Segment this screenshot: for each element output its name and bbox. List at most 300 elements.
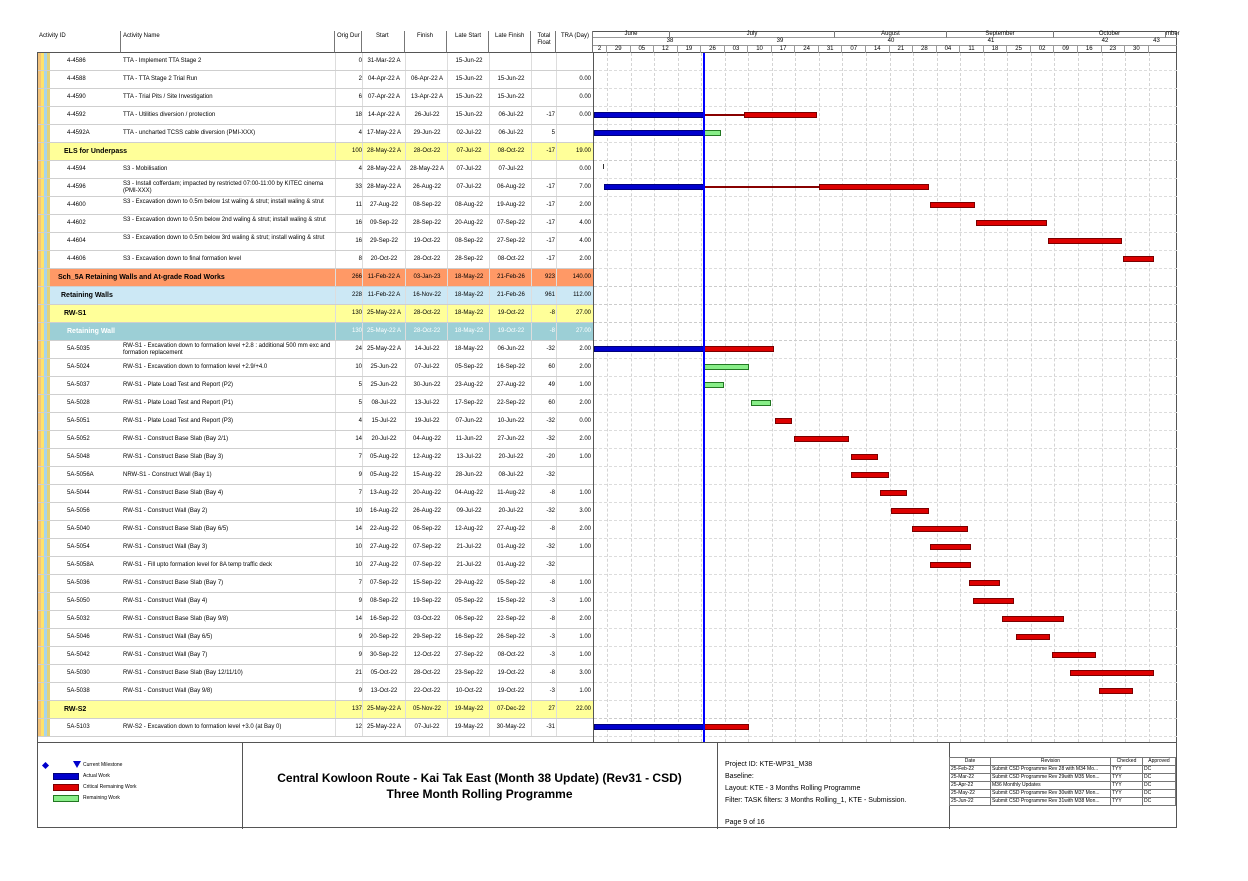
table-row[interactable] xyxy=(38,449,593,467)
gantt-row-sep xyxy=(594,448,1177,449)
col-header-total-float[interactable] xyxy=(531,31,556,53)
rev-checked: TYY xyxy=(1111,766,1143,774)
gantt-bar-crit[interactable] xyxy=(1048,238,1122,244)
gantt-link-line[interactable] xyxy=(704,186,819,188)
col-header-tra[interactable] xyxy=(556,31,593,53)
cell-tra: 1.00 xyxy=(556,575,591,592)
timeline-day: 04 xyxy=(937,45,961,53)
cell-dur: 9 xyxy=(335,647,362,664)
cell-start: 25-May-22 A xyxy=(362,341,405,358)
activity-name: S3 - Excavation down to final formation level xyxy=(123,256,242,262)
activity-id: 4-4590 xyxy=(67,94,86,100)
cell-finish: 12-Oct-22 xyxy=(405,647,448,664)
cell-lf: 21-Feb-26 xyxy=(489,269,532,286)
table-row[interactable] xyxy=(38,719,593,737)
cell-finish: 07-Sep-22 xyxy=(405,539,448,556)
gantt-row-sep xyxy=(594,664,1177,665)
cell-lf: 21-Feb-26 xyxy=(489,287,532,304)
cell-finish: 03-Oct-22 xyxy=(405,611,448,628)
cell-lf: 16-Sep-22 xyxy=(489,359,532,376)
cell-dur: 10 xyxy=(335,557,362,574)
cell-lf: 19-Oct-22 xyxy=(489,683,532,700)
table-row[interactable] xyxy=(38,593,593,611)
cell-dur: 130 xyxy=(335,323,362,340)
rev-date: 25-Mar-22 xyxy=(950,774,991,782)
gantt-bar-crit[interactable] xyxy=(912,526,968,532)
cell-dur: 21 xyxy=(335,665,362,682)
activity-name: S3 - Excavation down to 0.5m below 3rd waling & strut; install waling & strut xyxy=(123,235,325,241)
rev-approved: DC xyxy=(1143,766,1176,774)
table-row[interactable] xyxy=(38,341,593,359)
timeline-day: 10 xyxy=(748,45,772,53)
cell-tf: -32 xyxy=(531,539,555,556)
legend-remaining: Remaining Work xyxy=(83,795,120,801)
cell-ls: 07-Jun-22 xyxy=(447,413,490,430)
cell-start: 04-Apr-22 A xyxy=(362,71,405,88)
wbs-indent-bands xyxy=(38,413,52,430)
activity-name: RW-S1 - Construct Base Slab (Bay 7) xyxy=(123,580,224,586)
activity-id: 5A-5048 xyxy=(67,454,90,460)
cell-ls: 17-Sep-22 xyxy=(447,395,490,412)
timeline-month: September xyxy=(947,31,1054,38)
cell-tra xyxy=(556,719,591,736)
timeline-week: 43 xyxy=(1153,38,1160,44)
timeline-week: 39 xyxy=(776,38,784,44)
cell-lf: 27-Sep-22 xyxy=(489,233,532,250)
cell-finish: 28-Oct-22 xyxy=(405,251,448,268)
rev-col-approved: Approved xyxy=(1143,758,1176,766)
cell-tf: -17 xyxy=(531,107,555,124)
gantt-bar-crit[interactable] xyxy=(851,454,878,460)
activity-id: 5A-5036 xyxy=(67,580,90,586)
table-row[interactable] xyxy=(38,683,593,701)
gantt-row-sep xyxy=(594,106,1177,107)
cell-start: 11-Feb-22 A xyxy=(362,269,405,286)
cell-ls: 04-Aug-22 xyxy=(447,485,490,502)
activity-id: 5A-5044 xyxy=(67,490,90,496)
gantt-bar-crit[interactable] xyxy=(976,220,1047,226)
gantt-bar-crit[interactable] xyxy=(880,490,907,496)
gantt-bar-actual[interactable] xyxy=(594,112,704,118)
cell-start: 25-May-22 A xyxy=(362,323,405,340)
cell-dur: 11 xyxy=(335,197,362,214)
cell-tra: 4.00 xyxy=(556,233,591,250)
timeline-month: August xyxy=(835,31,947,38)
cell-lf: 06-Jun-22 xyxy=(489,341,532,358)
wbs-indent-bands xyxy=(38,575,52,592)
gantt-bar-rem[interactable] xyxy=(704,130,721,136)
cell-lf: 27-Jun-22 xyxy=(489,431,532,448)
cell-start: 28-May-22 A xyxy=(362,179,405,196)
activity-id: 5A-5024 xyxy=(67,364,90,370)
cell-ls: 13-Jul-22 xyxy=(447,449,490,466)
cell-finish: 06-Apr-22 A xyxy=(405,71,448,88)
table-row[interactable] xyxy=(38,503,593,521)
cell-lf: 19-Oct-22 xyxy=(489,305,532,322)
cell-lf: 22-Sep-22 xyxy=(489,611,532,628)
cell-start: 15-Jul-22 xyxy=(362,413,405,430)
col-header-finish[interactable] xyxy=(405,31,447,53)
wbs-name: Retaining Walls xyxy=(61,292,113,299)
cell-lf: 20-Jul-22 xyxy=(489,449,532,466)
wbs-indent-bands xyxy=(38,53,52,70)
rev-desc: Submit CSD Programme Rev 28 with M34 Mo... xyxy=(991,766,1111,774)
gantt-row-sep xyxy=(594,556,1177,557)
col-header-activity-name[interactable] xyxy=(121,31,335,53)
cell-tra xyxy=(556,557,591,574)
rev-checked: TYY xyxy=(1111,774,1143,782)
table-row[interactable] xyxy=(38,377,593,395)
activity-id: 5A-5038 xyxy=(67,688,90,694)
wbs-group-row[interactable] xyxy=(38,305,593,323)
cell-dur: 18 xyxy=(335,107,362,124)
wbs-indent-bands xyxy=(38,305,52,322)
cell-start: 14-Apr-22 A xyxy=(362,107,405,124)
activity-name: RW-S1 - Plate Load Test and Report (P2) xyxy=(123,382,234,388)
gantt-row-sep xyxy=(594,466,1177,467)
activity-id: 5A-5103 xyxy=(67,724,90,730)
gantt-row-sep xyxy=(594,484,1177,485)
gantt-bar-crit[interactable] xyxy=(775,418,792,424)
wbs-indent-bands xyxy=(38,377,52,394)
wbs-group-row[interactable] xyxy=(38,323,593,341)
legend xyxy=(37,743,243,829)
gantt-bar-actual[interactable] xyxy=(594,130,704,136)
table-row[interactable] xyxy=(38,107,593,125)
activity-id: 5A-5054 xyxy=(67,544,90,550)
rev-date: 25-Jun-22 xyxy=(950,798,991,806)
rev-checked: TYY xyxy=(1111,798,1143,806)
activity-name: RW-S1 - Excavation down to formation level +2.9/+4.0 xyxy=(123,364,268,370)
cell-start: 22-Aug-22 xyxy=(362,521,405,538)
cell-dur: 8 xyxy=(335,251,362,268)
cell-finish: 15-Aug-22 xyxy=(405,467,448,484)
gantt-bar-rem[interactable] xyxy=(751,400,771,406)
gantt-bar-crit[interactable] xyxy=(1016,634,1050,640)
cell-tra: 1.00 xyxy=(556,449,591,466)
cell-lf: 06-Aug-22 xyxy=(489,179,532,196)
col-header-late-finish[interactable] xyxy=(489,31,531,53)
cell-tf: -32 xyxy=(531,431,555,448)
wbs-indent-bands xyxy=(38,287,52,304)
table-row[interactable] xyxy=(38,629,593,647)
activity-name: RW-S1 - Construct Wall (Bay 7) xyxy=(123,652,208,658)
cell-ls: 19-May-22 xyxy=(447,701,490,718)
table-row[interactable] xyxy=(38,395,593,413)
gantt-row-band xyxy=(594,323,1177,341)
table-row[interactable] xyxy=(38,197,593,215)
cell-start: 25-Jun-22 xyxy=(362,377,405,394)
gantt-row-band xyxy=(594,287,1177,305)
table-row[interactable] xyxy=(38,467,593,485)
gantt-bar-crit[interactable] xyxy=(794,436,849,442)
cell-ls: 18-May-22 xyxy=(447,305,490,322)
wbs-indent-bands xyxy=(38,107,52,124)
gantt-link-line[interactable] xyxy=(704,114,744,116)
cell-finish: 30-Jun-22 xyxy=(405,377,448,394)
timeline-day: 16 xyxy=(1078,45,1102,53)
timeline-day: 17 xyxy=(772,45,796,53)
cell-tf: -32 xyxy=(531,413,555,430)
col-header-start[interactable] xyxy=(362,31,405,53)
cell-start: 11-Feb-22 A xyxy=(362,287,405,304)
rev-col-checked: Checked xyxy=(1111,758,1143,766)
cell-finish: 28-Oct-22 xyxy=(405,665,448,682)
cell-finish: 08-Sep-22 xyxy=(405,197,448,214)
cell-finish: 06-Sep-22 xyxy=(405,521,448,538)
gantt-bar-rem[interactable] xyxy=(704,382,724,388)
wbs-indent-bands xyxy=(38,179,52,196)
cell-ls: 15-Jun-22 xyxy=(447,71,490,88)
wbs-name: Sch_5A Retaining Walls and At-grade Road Works xyxy=(58,274,225,281)
cell-ls: 07-Jul-22 xyxy=(447,179,490,196)
cell-start: 05-Oct-22 xyxy=(362,665,405,682)
wbs-indent-bands xyxy=(38,323,52,340)
table-row[interactable] xyxy=(38,125,593,143)
cell-start: 20-Sep-22 xyxy=(362,629,405,646)
table-row[interactable] xyxy=(38,179,593,197)
cell-ls: 05-Sep-22 xyxy=(447,593,490,610)
wbs-indent-bands xyxy=(38,593,52,610)
table-row[interactable] xyxy=(38,233,593,251)
gantt-row-sep xyxy=(594,736,1177,737)
wbs-indent-bands xyxy=(38,557,52,574)
activity-id: 4-4586 xyxy=(67,58,86,64)
cell-finish: 19-Jul-22 xyxy=(405,413,448,430)
wbs-indent-bands xyxy=(38,197,52,214)
table-row[interactable] xyxy=(38,665,593,683)
cell-lf: 19-Aug-22 xyxy=(489,197,532,214)
wbs-indent-bands xyxy=(38,521,52,538)
gantt-row-sep xyxy=(594,682,1177,683)
cell-ls: 09-Jul-22 xyxy=(447,503,490,520)
timeline-day: 30 xyxy=(1125,45,1149,53)
cell-tra: 140.00 xyxy=(556,269,591,286)
col-header-activity-name-label: Activity Name xyxy=(123,33,160,39)
table-row[interactable] xyxy=(38,647,593,665)
table-row[interactable] xyxy=(38,161,593,179)
cell-finish: 28-Oct-22 xyxy=(405,143,448,160)
cell-tf: -17 xyxy=(531,233,555,250)
gantt-bar-crit[interactable] xyxy=(1070,670,1154,676)
activity-id: 4-4588 xyxy=(67,76,86,82)
activity-name: S3 - Mobilisation xyxy=(123,166,168,172)
wbs-group-row[interactable] xyxy=(38,701,593,719)
activity-name: RW-S1 - Construct Base Slab (Bay 6/5) xyxy=(123,526,229,532)
cell-lf: 27-Aug-22 xyxy=(489,377,532,394)
gantt-bar-crit[interactable] xyxy=(930,544,971,550)
cell-tf xyxy=(531,53,555,70)
cell-lf: 08-Jul-22 xyxy=(489,467,532,484)
cell-start: 05-Aug-22 xyxy=(362,449,405,466)
gantt-row-sep xyxy=(594,574,1177,575)
cell-dur: 0 xyxy=(335,53,362,70)
cell-dur: 12 xyxy=(335,719,362,736)
table-row[interactable] xyxy=(38,557,593,575)
rev-desc: Submit CSD Programme Rev 31with M38 Mon... xyxy=(991,798,1111,806)
cell-dur: 14 xyxy=(335,431,362,448)
gantt-bar-crit[interactable] xyxy=(891,508,929,514)
cell-tra: 2.00 xyxy=(556,197,591,214)
activity-name: TTA - Implement TTA Stage 2 xyxy=(123,58,202,64)
gantt-bar-crit[interactable] xyxy=(930,202,975,208)
table-row[interactable] xyxy=(38,611,593,629)
wbs-indent-bands xyxy=(38,467,52,484)
wbs-indent-bands xyxy=(38,89,52,106)
cell-dur: 5 xyxy=(335,395,362,412)
cell-tf: -8 xyxy=(531,611,555,628)
rev-approved: DC xyxy=(1143,798,1176,806)
table-row[interactable] xyxy=(38,71,593,89)
col-header-activity-id[interactable] xyxy=(37,31,121,53)
cell-tf: -8 xyxy=(531,485,555,502)
cell-ls: 07-Jul-22 xyxy=(447,161,490,178)
cell-tra: 2.00 xyxy=(556,611,591,628)
cell-dur: 9 xyxy=(335,683,362,700)
wbs-indent-bands xyxy=(38,269,52,286)
gantt-bar-crit[interactable] xyxy=(1099,688,1133,694)
table-row[interactable] xyxy=(38,539,593,557)
cell-ls: 28-Sep-22 xyxy=(447,251,490,268)
cell-finish: 19-Oct-22 xyxy=(405,233,448,250)
timeline-day: 21 xyxy=(890,45,914,53)
table-row[interactable] xyxy=(38,575,593,593)
wbs-indent-bands xyxy=(38,233,52,250)
project-baseline: Baseline: xyxy=(725,773,754,780)
cell-ls: 10-Oct-22 xyxy=(447,683,490,700)
gantt-row-sep xyxy=(594,214,1177,215)
cell-lf: 07-Jul-22 xyxy=(489,161,532,178)
cell-ls: 18-May-22 xyxy=(447,323,490,340)
gantt-bar-crit[interactable] xyxy=(704,346,774,352)
wbs-indent-bands xyxy=(38,683,52,700)
wbs-indent-bands xyxy=(38,215,52,232)
gantt-bar-crit[interactable] xyxy=(851,472,889,478)
cell-start: 07-Apr-22 A xyxy=(362,89,405,106)
table-row[interactable] xyxy=(38,53,593,71)
gantt-row-sep xyxy=(594,412,1177,413)
title-line-1: Central Kowloon Route - Kai Tak East (Month 38 Update) (Rev31 - CSD) xyxy=(277,771,682,785)
cell-finish: 13-Jul-22 xyxy=(405,395,448,412)
timeline-day: 07 xyxy=(842,45,866,53)
table-row[interactable] xyxy=(38,89,593,107)
cell-dur: 7 xyxy=(335,575,362,592)
cell-ls: 23-Aug-22 xyxy=(447,377,490,394)
wbs-name: RW-S2 xyxy=(64,706,87,713)
rev-approved: DC xyxy=(1143,782,1176,790)
gantt-bar-rem[interactable] xyxy=(704,364,749,370)
cell-tf: 60 xyxy=(531,395,555,412)
wbs-group-row[interactable] xyxy=(38,287,593,305)
gantt-row-sep xyxy=(594,358,1177,359)
activity-id: 5A-5040 xyxy=(67,526,90,532)
rev-date: 25-May-22 xyxy=(950,790,991,798)
wbs-group-row[interactable] xyxy=(38,269,593,287)
cell-tra: 22.00 xyxy=(556,701,591,718)
cell-tf: -32 xyxy=(531,467,555,484)
gantt-bar-crit[interactable] xyxy=(744,112,817,118)
gantt-bar-crit[interactable] xyxy=(1123,256,1154,262)
legend-actual: Actual Work xyxy=(83,773,110,779)
gantt-row-sep xyxy=(594,88,1177,89)
timeline-day: 19 xyxy=(678,45,702,53)
wbs-name: ELS for Underpass xyxy=(64,148,128,155)
gantt-bar-actual[interactable] xyxy=(594,724,704,730)
col-header-late-start[interactable] xyxy=(447,31,489,53)
activity-name: TTA - TTA Stage 2 Trial Run xyxy=(123,76,198,82)
timeline-day: 28 xyxy=(913,45,937,53)
gantt-bar-crit[interactable] xyxy=(930,562,971,568)
cell-tra: 0.00 xyxy=(556,71,591,88)
activity-name: RW-S1 - Construct Wall (Bay 2) xyxy=(123,508,208,514)
wbs-group-row[interactable] xyxy=(38,143,593,161)
cell-tf xyxy=(531,71,555,88)
gantt-bar-crit[interactable] xyxy=(1002,616,1064,622)
table-row[interactable] xyxy=(38,413,593,431)
gantt-bar-crit[interactable] xyxy=(969,580,1000,586)
cell-dur: 10 xyxy=(335,359,362,376)
gantt-bar-crit[interactable] xyxy=(819,184,929,190)
gantt-bar-actual[interactable] xyxy=(594,346,704,352)
table-row[interactable] xyxy=(38,215,593,233)
cell-dur: 10 xyxy=(335,539,362,556)
timeline-day: 29 xyxy=(607,45,631,53)
cell-lf: 15-Jun-22 xyxy=(489,89,532,106)
cell-finish: 03-Jan-23 xyxy=(405,269,448,286)
gantt-bar-crit[interactable] xyxy=(1052,652,1096,658)
cell-finish: 28-Oct-22 xyxy=(405,305,448,322)
gantt-row-sep xyxy=(594,70,1177,71)
cell-tf: 961 xyxy=(531,287,555,304)
activity-id: 4-4602 xyxy=(67,220,86,226)
cell-finish: 12-Aug-22 xyxy=(405,449,448,466)
rev-col-revision: Revision xyxy=(991,758,1111,766)
table-row[interactable] xyxy=(38,431,593,449)
cell-ls: 02-Jul-22 xyxy=(447,125,490,142)
activity-id: 4-4594 xyxy=(67,166,86,172)
wbs-indent-bands xyxy=(38,251,52,268)
gantt-bar-crit[interactable] xyxy=(973,598,1014,604)
table-row[interactable] xyxy=(38,359,593,377)
cell-dur: 16 xyxy=(335,215,362,232)
cell-lf: 05-Sep-22 xyxy=(489,575,532,592)
activity-id: 5A-5050 xyxy=(67,598,90,604)
gantt-bar-crit[interactable] xyxy=(704,724,749,730)
cell-tf: -32 xyxy=(531,341,555,358)
report-title xyxy=(242,743,718,829)
cell-tf: -17 xyxy=(531,215,555,232)
table-row[interactable] xyxy=(38,251,593,269)
cell-tra: 1.00 xyxy=(556,593,591,610)
col-header-orig-dur[interactable] xyxy=(335,31,362,53)
gantt-bar-actual[interactable] xyxy=(604,184,704,190)
cell-lf: 15-Jun-22 xyxy=(489,71,532,88)
wbs-name: Retaining Wall xyxy=(67,328,115,335)
timeline-day: 11 xyxy=(960,45,984,53)
table-row[interactable] xyxy=(38,485,593,503)
rev-date: 25-Apr-22 xyxy=(950,782,991,790)
cell-tf: -8 xyxy=(531,665,555,682)
cell-tf: -8 xyxy=(531,323,555,340)
table-row[interactable] xyxy=(38,521,593,539)
cell-dur: 7 xyxy=(335,449,362,466)
gantt-row-sep xyxy=(594,178,1177,179)
cell-ls: 08-Sep-22 xyxy=(447,233,490,250)
cell-tf: -3 xyxy=(531,647,555,664)
timeline-day: 25 xyxy=(1007,45,1031,53)
cell-dur: 10 xyxy=(335,503,362,520)
col-header-late-start-label: Late Start xyxy=(455,33,482,39)
